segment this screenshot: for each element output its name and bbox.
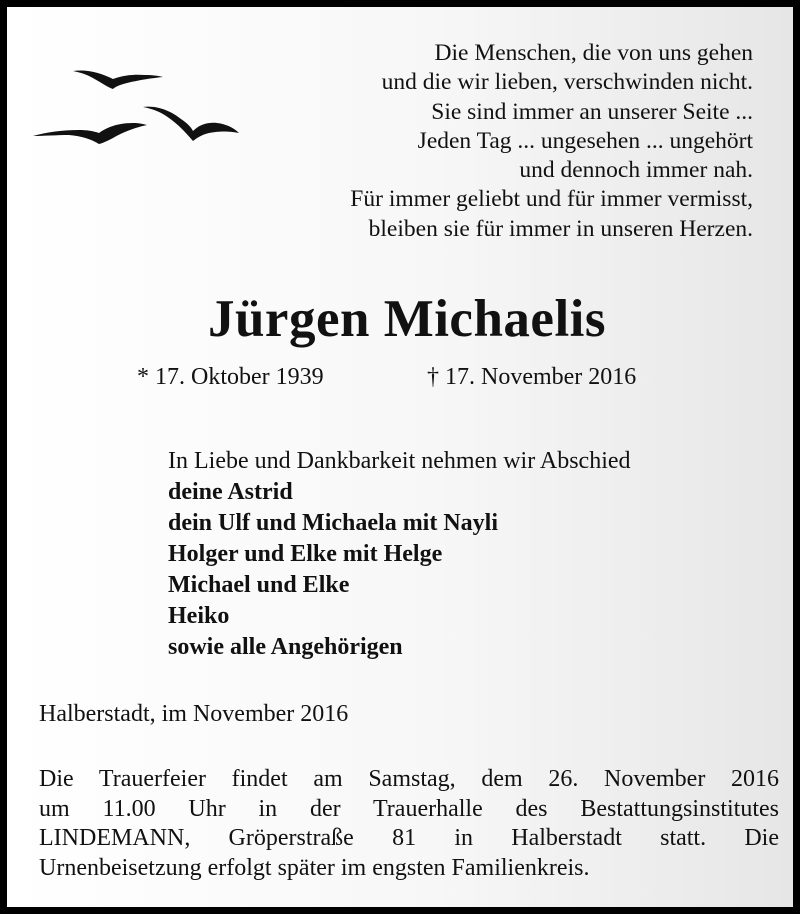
bird-icon	[33, 123, 147, 144]
service-line: um 11.00 Uhr in der Trauerhalle des Bestattungsinstitutes	[39, 795, 779, 822]
poem-line: Sie sind immer an unserer Seite ...	[431, 98, 753, 125]
service-line: Die Trauerfeier findet am Samstag, dem 26. November 2016	[39, 766, 779, 792]
farewell-intro: In Liebe und Dankbarkeit nehmen wir Abschied	[168, 448, 631, 474]
place-and-date: Halberstadt, im November 2016	[39, 701, 349, 727]
service-line: Urnenbeisetzung erfolgt später im engsten Familienkreis.	[39, 854, 590, 881]
poem-line: Für immer geliebt und für immer vermisst,	[350, 186, 753, 213]
poem-line: und die wir lieben, verschwinden nicht.	[381, 69, 753, 96]
funeral-service-notice	[39, 765, 779, 883]
mourner-name: Holger und Elke mit Helge	[168, 541, 443, 567]
mourner-list	[168, 477, 631, 663]
mourners-block	[168, 446, 631, 663]
memorial-poem	[213, 39, 753, 244]
mourner-name: deine Astrid	[168, 479, 293, 505]
birth-date: * 17. Oktober 1939	[137, 364, 324, 390]
poem-line: Jeden Tag ... ungesehen ... ungehört	[417, 127, 753, 154]
mourner-name: Michael und Elke	[168, 572, 350, 598]
death-date: † 17. November 2016	[427, 364, 637, 390]
deceased-name: Jürgen Michaelis	[207, 290, 607, 348]
mourner-name: Heiko	[168, 603, 230, 629]
service-line: LINDEMANN, Gröperstraße 81 in Halberstadt statt. Die	[39, 825, 779, 851]
bird-icon	[73, 70, 163, 89]
poem-line: Die Menschen, die von uns gehen	[434, 40, 753, 66]
poem-line: und dennoch immer nah.	[519, 157, 753, 184]
mourner-name: sowie alle Angehörigen	[168, 634, 403, 660]
poem-line: bleiben sie für immer in unseren Herzen.	[368, 215, 753, 242]
mourner-name: dein Ulf und Michaela mit Nayli	[168, 510, 499, 536]
